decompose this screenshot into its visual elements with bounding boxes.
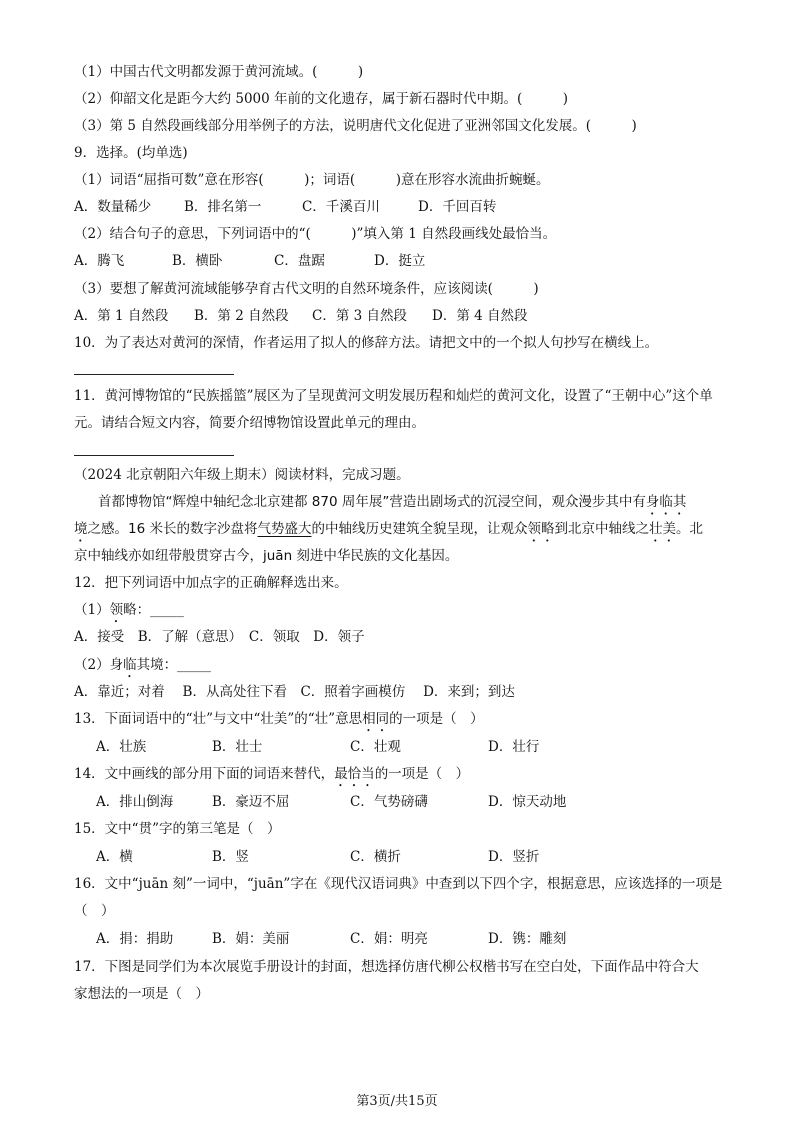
q14-option-a: A．排山倒海 <box>96 794 174 810</box>
q8-item-2: （2）仰韶文化是距今大约 5000 年前的文化遗存，属于新石器时代中期。( ) <box>74 91 569 107</box>
q9-sub1-option-d: D．千回百转 <box>418 199 497 215</box>
q12-sub2: （2）身临其境：_____ <box>74 657 211 673</box>
q9-sub2-option-a: A．腾飞 <box>74 253 125 269</box>
q9-sub3-option-c: C．第 3 自然段 <box>312 308 408 324</box>
q16-option-c: C．娟：明亮 <box>350 931 428 947</box>
q16-line-2: （ ） <box>74 903 115 919</box>
passage-dotted-lingluo: 领略 <box>527 521 555 537</box>
q14-option-b: B．豪迈不屈 <box>212 794 290 810</box>
q9-sub3-option-b: B．第 2 自然段 <box>194 308 289 324</box>
q11-answer-line <box>74 455 234 456</box>
q10-text: 10．为了表达对黄河的深情，作者运用了拟人的修辞方法。请把文中的一个拟人句抄写在横线上。 <box>74 335 659 351</box>
q15-option-c: C．横折 <box>350 849 401 865</box>
q16-option-b: B．娟：美丽 <box>212 931 290 947</box>
q17-line-2: 家想法的一项是（ ） <box>74 986 209 1002</box>
q16-line-1: 16．文中“juān 刻”一词中，“juān”字在《现代汉语词典》中查到以下四个字，根据意思，应该选择的一项是 <box>74 876 723 892</box>
q8-item-1: （1）中国古代文明都发源于黄河流域。( ) <box>74 64 364 80</box>
q13-option-d: D．壮行 <box>488 739 540 755</box>
q14-option-c: C．气势磅礴 <box>350 794 428 810</box>
q14-option-d: D．惊天动地 <box>488 794 567 810</box>
q15-text: 15．文中“贯”字的第三笔是（ ） <box>74 821 281 837</box>
q15-option-d: D．竖折 <box>488 849 540 865</box>
q12-sub1: （1）领略：_____ <box>74 602 184 618</box>
passage-line-2: 境之感。16 米长的数字沙盘将气势盛大的中轴线历史建筑全貌呈现，让观众领略到北京中轴线之壮美。北 <box>74 521 703 537</box>
q9-sub1-option-a: A．数量稀少 <box>74 199 152 215</box>
q17-line-1: 17．下图是同学们为本次展览手册设计的封面，想选择仿唐代柳公权楷书写在空白处，下面作品中符合大 <box>74 959 699 975</box>
q13-text: 13．下面词语中的“壮”与文中“壮美”的“壮”意思相同的一项是（ ） <box>74 711 484 727</box>
q9-sub3-option-d: D．第 4 自然段 <box>432 308 528 324</box>
q9-sub2-option-c: C．盘踞 <box>274 253 325 269</box>
q9-sub1: （1）词语“屈指可数”意在形容( )；词语( )意在形容水流曲折蜿蜒。 <box>74 172 550 188</box>
q12-title: 12．把下列词语中加点字的正确解释选出来。 <box>74 575 348 591</box>
page-footer: 第3页/共15页 <box>356 1094 438 1109</box>
q11-line-1: 11．黄河博物馆的“民族摇篮”展区为了呈现黄河文明发展历程和灿烂的黄河文化，设置了“王朝中心”这个单 <box>74 388 713 404</box>
q15-option-a: A．横 <box>96 849 133 865</box>
q9-sub3-option-a: A．第 1 自然段 <box>74 308 169 324</box>
q15-option-b: B．竖 <box>212 849 249 865</box>
q12-sub2-options: A．靠近；对着 B．从高处往下看 C．照着字画模仿 D．来到；到达 <box>74 684 515 700</box>
q16-option-d: D．镌：雕刻 <box>488 931 567 947</box>
q9-sub2-option-b: B．横卧 <box>172 253 223 269</box>
passage-dotted-zhuangmei: 壮美 <box>648 521 676 537</box>
q13-option-b: B．壮士 <box>212 739 263 755</box>
q13-option-c: C．壮观 <box>350 739 401 755</box>
q12-sub1-options: A．接受 B．了解（意思） C．领取 D．领子 <box>74 629 365 645</box>
q16-option-a: A．捐：捐助 <box>96 931 174 947</box>
passage-heading: （2024 北京朝阳六年级上期末）阅读材料，完成习题。 <box>74 467 410 483</box>
q14-text: 14．文中画线的部分用下面的词语来替代，最恰当的一项是（ ） <box>74 766 470 782</box>
q9-sub2-option-d: D．挺立 <box>374 253 426 269</box>
q9-title: 9．选择。(均单选) <box>74 145 188 161</box>
passage-underlined-phrase: 气势盛大 <box>257 521 312 537</box>
q8-item-3: （3）第 5 自然段画线部分用举例子的方法，说明唐代文化促进了亚洲邻国文化发展。( ) <box>74 118 637 134</box>
q9-sub1-option-c: C．千溪百川 <box>302 199 380 215</box>
q9-sub1-option-b: B．排名第一 <box>184 199 262 215</box>
passage-line-1: 首都博物馆“辉煌中轴纪念北京建都 870 周年展”营造出剧场式的沉浸空间，观众漫步其中有身临其 <box>98 494 687 510</box>
passage-dotted-jing: 境 <box>74 521 88 537</box>
passage-dotted-shenlinqi: 身临其 <box>645 494 687 510</box>
q9-sub2: （2）结合句子的意思，下列词语中的“( )”填入第 1 自然段画线处最恰当。 <box>74 226 557 242</box>
passage-line-3: 京中轴线亦如纽带般贯穿古今，juān 刻进中华民族的文化基因。 <box>74 548 459 564</box>
q11-line-2: 元。请结合短文内容，简要介绍博物馆设置此单元的理由。 <box>74 415 425 431</box>
q13-option-a: A．壮族 <box>96 739 147 755</box>
q10-answer-line <box>74 374 234 375</box>
q9-sub3: （3）要想了解黄河流域能够孕育古代文明的自然环境条件，应该阅读( ) <box>74 281 539 297</box>
